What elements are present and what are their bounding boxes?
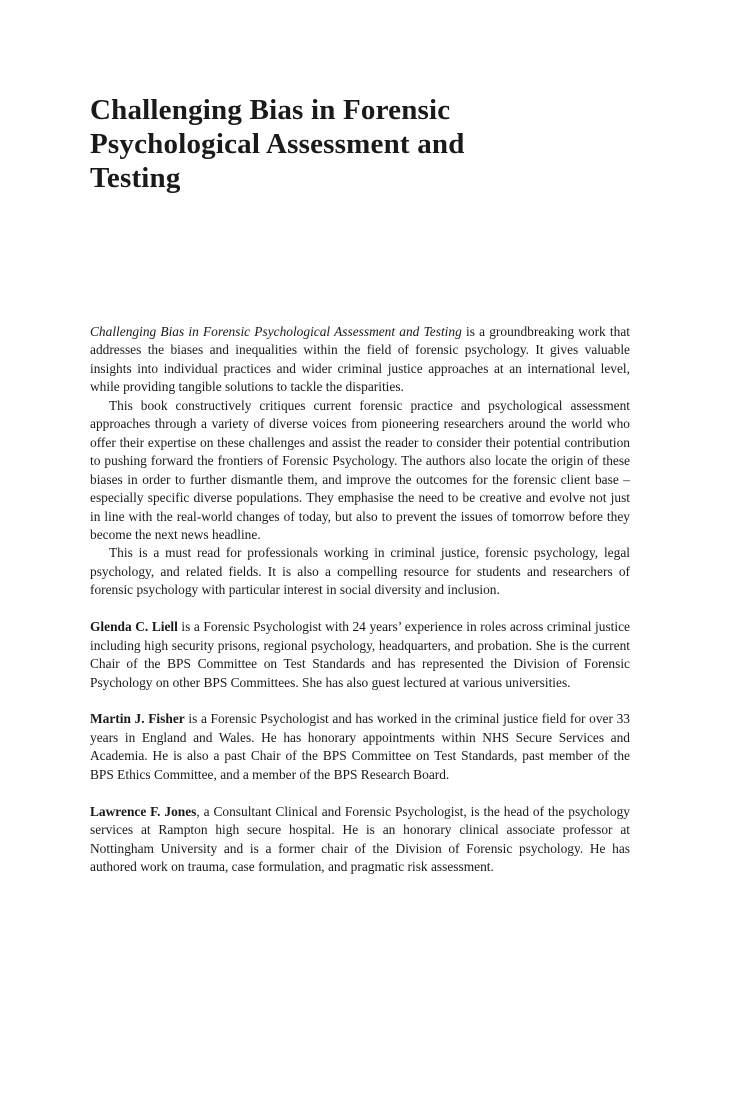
description-paragraph-1-text: is a groundbreaking work that addresses the biases and inequalities within the field of forensic psychology. It gives valuable insights into individual practices and wider criminal justice approaches at an international level, while providing tangible solutions to tackle the disparities. (90, 324, 630, 395)
author-bio-fisher (90, 710, 630, 784)
author-bio-liell (90, 618, 630, 692)
author-bio-text: is a Forensic Psychologist with 24 years’ experience in roles across criminal justice including high security prisons, regional psychology, headquarters, and probation. She is the current Chair of the BPS Committee on Test Standards and has represented the Division of Forensic Psychology on other BPS Committees. She has also guest lectured at various universities. (90, 619, 630, 690)
author-name: Martin J. Fisher (90, 711, 185, 727)
description-paragraph-2: This book constructively critiques current forensic practice and psychological assessment approaches through a variety of diverse voices from pioneering researchers around the world who offer their expertise on these challenges and assist the reader to consider their potential contribution to pushing forward the frontiers of Forensic Psychology. The authors also locate the origin of these biases in order to further dismantle them, and improve the outcomes for the forensic client base – especially specific diverse populations. They emphasise the need to be creative and evolve not just in line with the real-world changes of today, but also to prevent the issues of tomorrow before they become the next news headline. (90, 397, 630, 542)
description-paragraph-1 (90, 323, 630, 397)
author-bio-jones (90, 803, 630, 877)
author-name: Glenda C. Liell (90, 619, 178, 635)
title-line-2: Psychological Assessment and (90, 128, 465, 160)
book-title (90, 93, 630, 195)
book-description (90, 323, 630, 877)
title-line-3: Testing (90, 162, 181, 194)
book-title-italic: Challenging Bias in Forensic Psychological Assessment and Testing (90, 324, 462, 339)
author-bio-text: , a Consultant Clinical and Forensic Psychologist, is the head of the psychology services at Rampton high secure hospital. He is an honorary clinical associate professor at Nottingham University and is a former chair of the Division of Forensic psychology. He has authored work on trauma, case formulation, and pragmatic risk assessment. (90, 803, 630, 875)
title-line-1: Challenging Bias in Forensic (90, 94, 451, 126)
author-bio-text: is a Forensic Psychologist and has worked in the criminal justice field for over 33 years in England and Wales. He has honorary appointments within NHS Secure Services and Academia. He is also a past Chair of the BPS Committee on Test Standards, past member of the BPS Ethics Committee, and a member of the BPS Research Board. (90, 711, 630, 782)
description-paragraph-3: This is a must read for professionals working in criminal justice, forensic psychology, legal psychology, and related fields. It is also a compelling resource for students and researchers of forensic psychology with particular interest in social diversity and inclusion. (90, 545, 630, 598)
author-name: Lawrence F. Jones (90, 803, 197, 819)
